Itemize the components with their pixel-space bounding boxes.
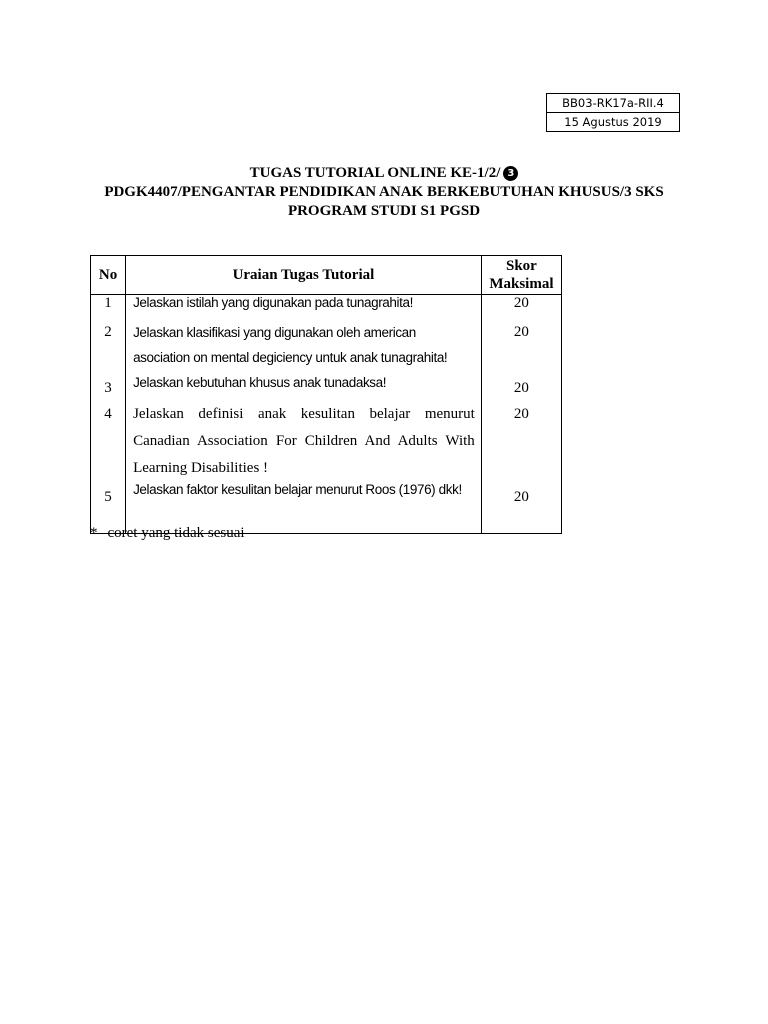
program-title: PROGRAM STUDI S1 PGSD [287,203,481,219]
row-no: 3 [91,370,126,401]
row-score: 20 [481,482,561,534]
row-score: 20 [481,320,561,370]
document-code: BB03-RK17a-RII.4 [562,96,664,110]
course-title: PDGK4407/PENGANTAR PENDIDIKAN ANAK BERKEBUTUHAN KHUSUS/3 SKS [104,184,664,200]
document-code-box [546,93,680,132]
row-score: 20 [481,370,561,401]
table-row [91,370,562,401]
table-row [91,295,562,320]
header-description: Uraian Tugas Tutorial [126,256,482,295]
row-no: 2 [91,320,126,370]
row-description: Jelaskan kebutuhan khusus anak tunadaksa! [126,370,482,401]
table-row [91,401,562,482]
circled-number-3-icon: 3 [503,166,518,181]
row-description: Jelaskan faktor kesulitan belajar menurut Roos (1976) dkk! [126,482,482,534]
document-date: 15 Agustus 2019 [547,112,679,131]
table-header-row [91,256,562,295]
row-no: 5 [91,482,126,534]
title-text: TUGAS TUTORIAL ONLINE KE-1/2/ [249,165,501,181]
header-score: Skor Maksimal [481,256,561,295]
task-table [90,255,562,534]
footnote-text: coret yang tidak sesuai [107,525,245,541]
footnote [90,525,245,542]
header-no: No [91,256,126,295]
row-description: Jelaskan klasifikasi yang digunakan oleh american asociation on mental degiciency untuk anak tunagrahita! [126,320,482,370]
row-description: Jelaskan istilah yang digunakan pada tunagrahita! [126,295,482,320]
row-score: 20 [481,401,561,482]
row-score: 20 [481,295,561,320]
row-no: 1 [91,295,126,320]
row-description: Jelaskan definisi anak kesulitan belajar menurut Canadian Association For Children And Adults With Learning Disabilities ! [126,401,482,482]
table-row [91,320,562,370]
footnote-mark: * [90,525,98,541]
document-title [0,165,768,182]
row-no: 4 [91,401,126,482]
